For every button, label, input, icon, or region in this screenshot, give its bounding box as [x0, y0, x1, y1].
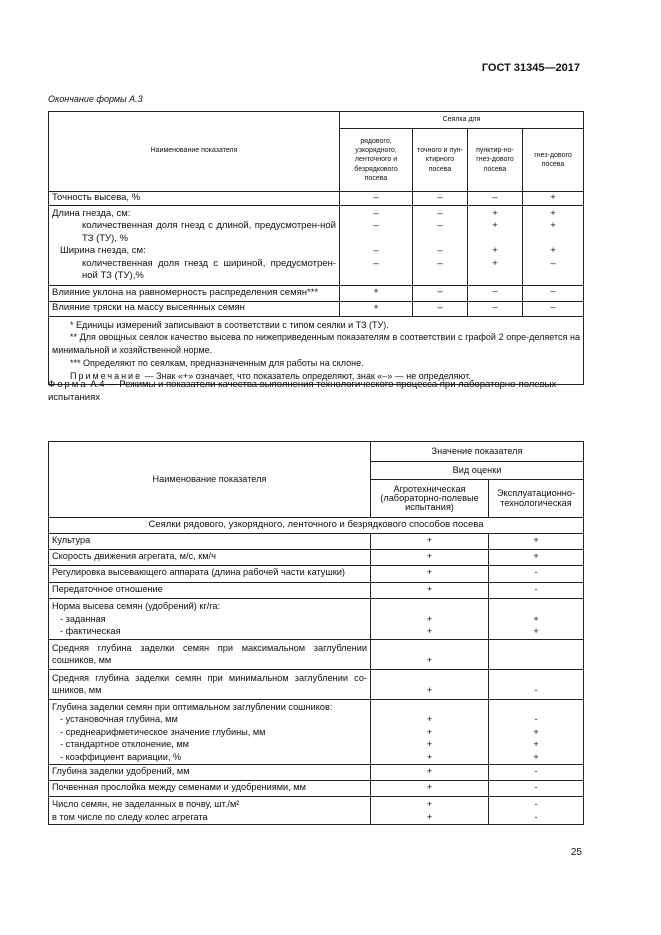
- table-row: Норма высева семян (удобрений) кг/га: - заданная - фактическая + + + +: [49, 599, 584, 640]
- table-row: Влияние тряски на массу высеянных семян + – – –: [49, 301, 584, 316]
- col-nest-seeding: гнез-дового посева: [523, 129, 584, 192]
- footnote: ** Для овощных сеялок качество высева по нижеприведенным показателям в соответствии с графой 2 опре-деляется на минимальной и хозяйственной норме.: [52, 332, 581, 356]
- table-row: Средняя глубина заделки семян при максимальном заглублении сошников, мм +: [49, 639, 584, 669]
- notes-row: [49, 316, 584, 385]
- table-row: Глубина заделки удобрений, мм + -: [49, 765, 584, 781]
- footnote: * Единицы измерений записывают в соответствии с типом сеялки и ТЗ (ТУ).: [70, 319, 389, 330]
- table-row: Регулировка высевающего аппарата (длина рабочей части катушки) + -: [49, 566, 584, 583]
- value-header: Значение показателя: [371, 442, 584, 462]
- standard-number: ГОСТ 31345—2017: [481, 62, 580, 74]
- table-row: Почвенная прослойка между семенами и удобрениями, мм + -: [49, 781, 584, 797]
- form-a3-caption: Окончание формы А.3: [48, 94, 143, 104]
- col-precision-seeding: точного и пун-ктирного посева: [413, 129, 468, 192]
- agro-header: Агротехническая (лабораторно-полевые испытания): [371, 480, 489, 518]
- indicator-header: Наименование показателя: [49, 442, 371, 518]
- section-header: Сеялки рядового, узкорядного, ленточного и безрядкового способов посева: [49, 518, 584, 534]
- form-a4-caption: Форма А.4 — Режимы и показатели качества выполнения технологического процесса при лабораторно-полевых испытаниях: [48, 379, 557, 403]
- form-a3-table: [48, 111, 584, 385]
- page-number: 25: [570, 847, 582, 858]
- form-a4-table: [48, 441, 584, 825]
- table-row: Влияние уклона на равномерность распределения семян*** + – – –: [49, 285, 584, 301]
- kind-header: Вид оценки: [371, 462, 584, 480]
- table-row: Число семян, не заделанных в почву, шт./м² в том числе по следу колес агрегата + + - -: [49, 797, 584, 825]
- table-row: Скорость движения агрегата, м/с, км/ч + +: [49, 550, 584, 566]
- expl-header: Эксплуатационно-технологическая: [489, 480, 584, 518]
- table-row: Средняя глубина заделки семян при минимальном заглублении со-шников, мм + -: [49, 669, 584, 699]
- table-row: Глубина заделки семян при оптимальном заглублении сошников: - установочная глубина, мм - среднеарифметическое значение глубины, мм - стандартное отклонение, мм - коэффициент вариации, % + + + + - + + +: [49, 699, 584, 765]
- indicator-header: Наименование показателя: [49, 112, 340, 192]
- col-row-seeding: рядового, узкорядного, ленточного и безрядкового посева: [340, 129, 413, 192]
- table-row: Культура + +: [49, 534, 584, 550]
- table-row: Точность высева, % – – – +: [49, 192, 584, 206]
- table-row: Передаточное отношение + -: [49, 583, 584, 599]
- col-dotted-nest-seeding: пунктир-но-гнез-дового посева: [468, 129, 523, 192]
- note: Примечание — Знак «+» означает, что показатель определяют, знак «–» — не определяют.: [70, 370, 471, 381]
- footnote: *** Определяют по сеялкам, предназначенным для работы на склоне.: [70, 357, 364, 368]
- table-row: Длина гнезда, см: количественная доля гнезд с длиной, предусмотрен-ной ТЗ (ТУ), % Ширина гнезда, см: количественная доля гнезд с шириной, предусмотрен-ной ТЗ (ТУ),% – – – – – – – – + + + + + + + –: [49, 205, 584, 285]
- seeder-group-header: Сеялка для: [340, 112, 584, 129]
